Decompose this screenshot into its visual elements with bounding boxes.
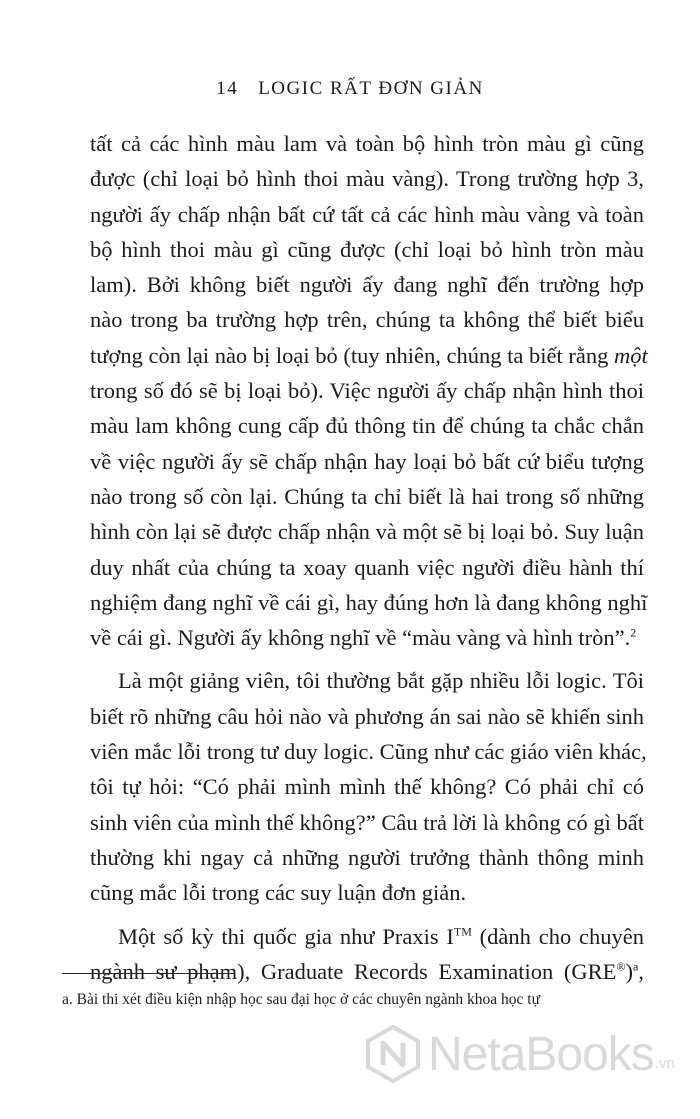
trademark-symbol: TM <box>453 924 472 939</box>
text-line <box>90 338 648 373</box>
footnote-reference: 2 <box>630 625 637 640</box>
text-line: nghiệm đang nghĩ về cái gì, hay đúng hơn là đang không nghĩ <box>90 589 648 615</box>
footnote: a. Bài thi xét điều kiện nhập học sau đại học ở các chuyên ngành khoa học tự <box>62 991 541 1008</box>
text-line: tôi tự hỏi: “Có phải mình mình thế không? Có phải chỉ có <box>90 774 644 800</box>
paragraph-2 <box>90 663 647 910</box>
footnote-reference: a <box>633 959 639 974</box>
text-line: cũng mắc lỗi trong các suy luận đơn giản. <box>90 880 467 906</box>
footnote-divider <box>62 973 234 974</box>
text-line: Là một giảng viên, tôi thường bắt gặp nhiều lỗi logic. Tôi <box>118 668 644 694</box>
watermark <box>364 1024 675 1084</box>
text-line: sinh viên của mình thế không?” Câu trả lời là không có gì bất <box>90 809 644 835</box>
text-line: viên mắc lỗi trong tư duy logic. Cũng như các giáo viên khác, <box>90 739 647 765</box>
paragraph-gap <box>90 911 644 919</box>
registered-symbol: ® <box>616 959 626 974</box>
running-title: LOGIC RẤT ĐƠN GIẢN <box>258 78 484 99</box>
body-text <box>90 126 648 989</box>
text-line: màu lam không cung cấp đủ thông tin để chúng ta chắc chắn <box>90 413 644 439</box>
text-line: về việc người ấy sẽ chấp nhận hay loại bỏ bất cứ biểu tượng <box>90 448 644 474</box>
emphasized-word: một <box>613 342 648 368</box>
text-line <box>90 919 644 954</box>
text-line: biết rõ những câu hỏi nào và phương án sai nào sẽ khiến sinh <box>90 703 644 729</box>
text-line: duy nhất của chúng ta xoay quanh việc người điều hành thí <box>90 554 644 580</box>
watermark-tld: .vn <box>654 1055 675 1072</box>
paragraph-gap <box>90 655 644 663</box>
text-line: hình còn lại sẽ được chấp nhận và một sẽ bị loại bỏ. Suy luận <box>90 519 644 545</box>
running-header <box>0 78 700 100</box>
text-segment: ngành sư phạm), Graduate Records Examination (GRE <box>90 958 617 984</box>
text-segment: Một số kỳ thi quốc gia như Praxis I <box>118 923 454 949</box>
text-segment: về cái gì. Người ấy không nghĩ về “màu vàng và hình tròn”. <box>90 625 631 651</box>
text-line: lam). Bởi không biết người ấy đang nghĩ đến trường hợp <box>90 272 644 298</box>
text-segment: tượng còn lại nào bị loại bỏ (tuy nhiên, chúng ta biết rằng <box>90 342 614 368</box>
text-line: bộ hình thoi màu gì cũng được (chỉ loại bỏ hình tròn màu <box>90 236 644 262</box>
text-line: tất cả các hình màu lam và toàn bộ hình tròn màu gì cũng <box>90 131 644 156</box>
page-number: 14 <box>216 78 239 99</box>
text-line: nào trong số còn lại. Chúng ta chỉ biết là hai trong số những <box>90 483 644 509</box>
paragraph-1 <box>90 126 648 655</box>
n-logo-icon <box>364 1025 422 1083</box>
text-segment: , <box>638 958 644 984</box>
text-line: trong số đó sẽ bị loại bỏ). Việc người ấy chấp nhận hình thoi <box>90 378 644 404</box>
text-segment: ) <box>625 958 634 984</box>
text-segment: (dành cho chuyên <box>471 923 644 949</box>
text-line: được (chỉ loại bỏ hình thoi màu vàng). Trong trường hợp 3, <box>90 166 644 192</box>
text-line: thường khi ngay cả những người trưởng thành thông minh <box>90 844 644 870</box>
text-line <box>90 620 644 655</box>
text-line: người ấy chấp nhận bất cứ tất cả các hình màu vàng và toàn <box>90 201 644 227</box>
paragraph-3 <box>90 919 644 990</box>
text-line <box>90 954 644 989</box>
text-line: nào trong ba trường hợp trên, chúng ta không thể biết biểu <box>90 307 644 333</box>
watermark-brand: NetaBooks <box>428 1027 654 1081</box>
